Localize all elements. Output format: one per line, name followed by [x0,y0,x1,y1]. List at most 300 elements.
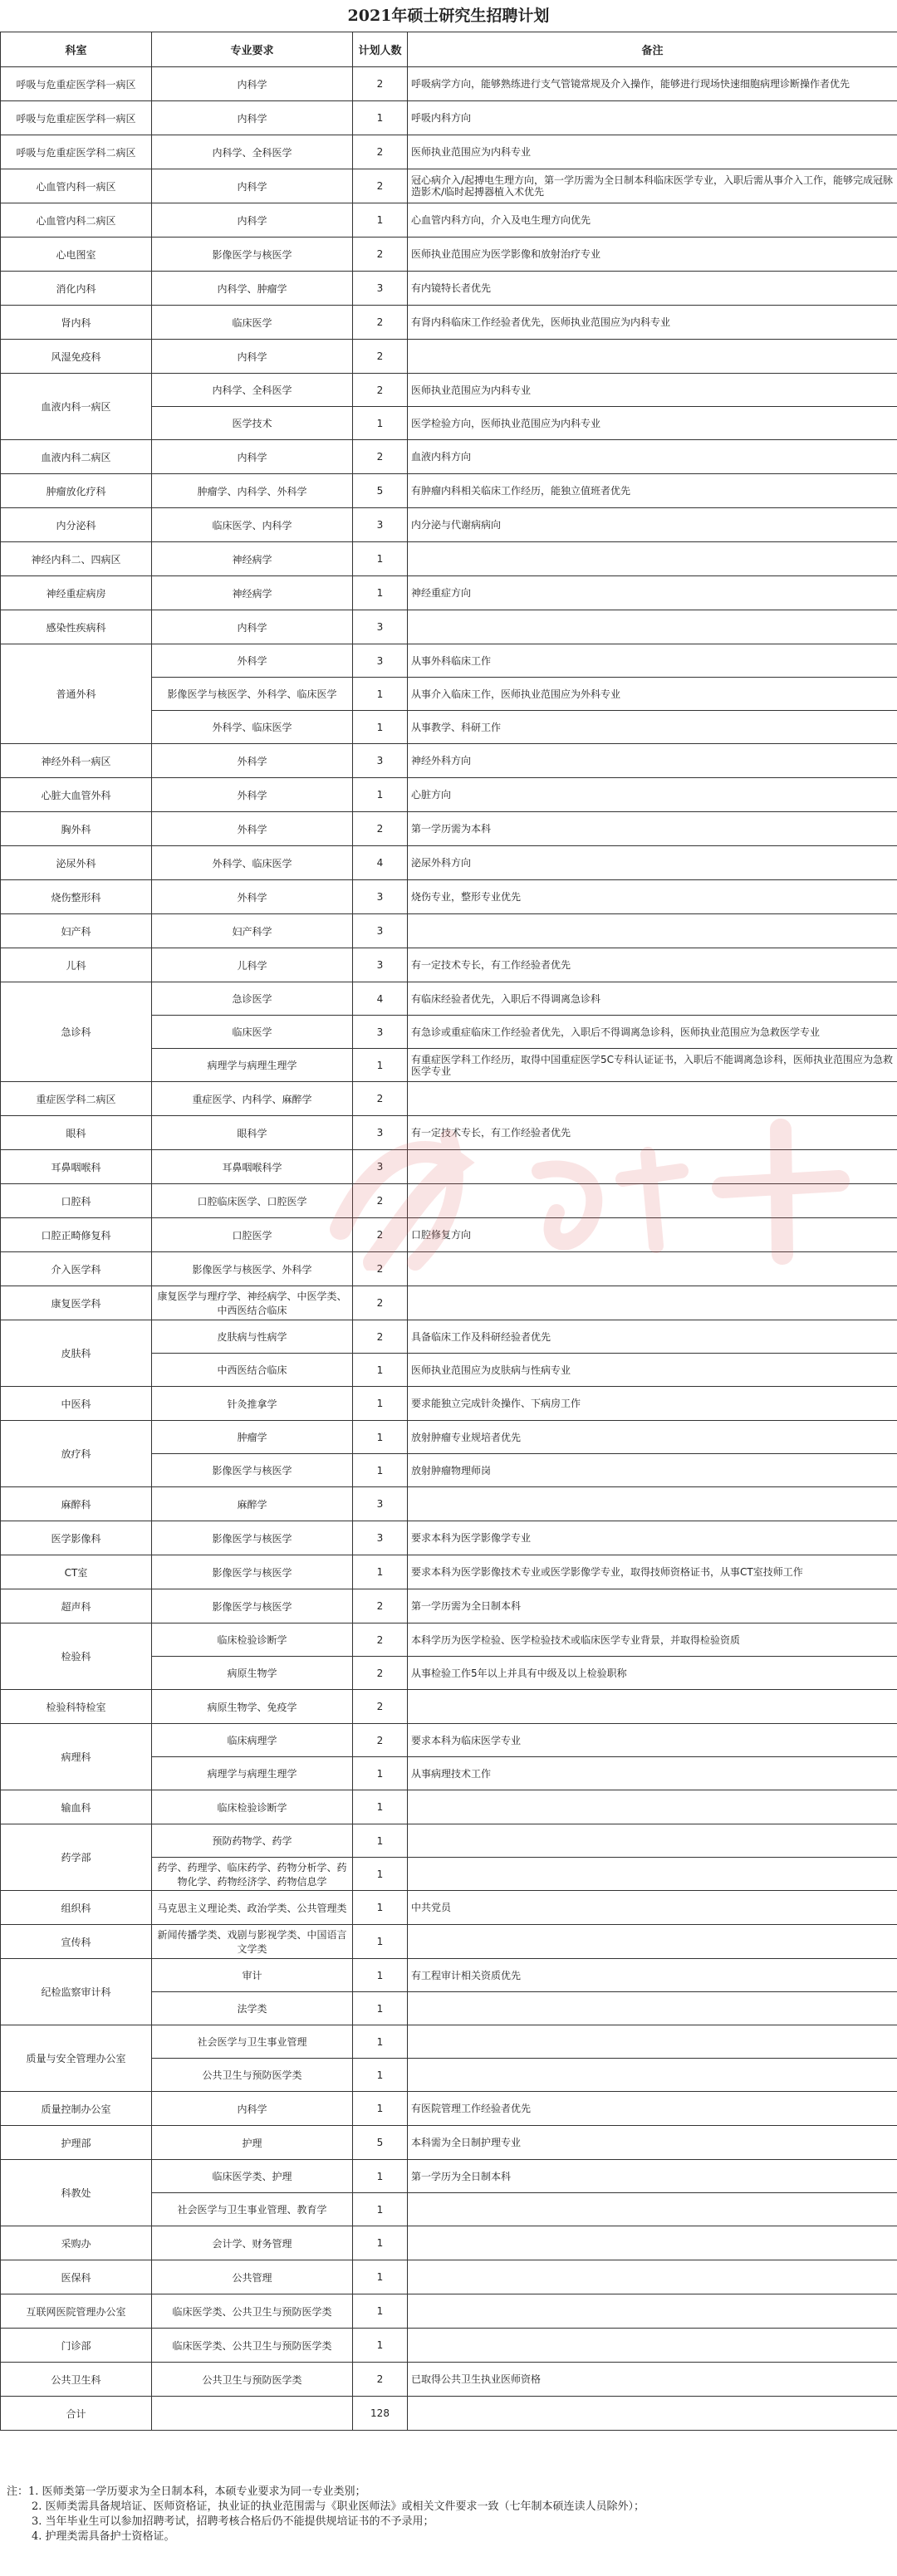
dept-cell: 组织科 [1,1891,152,1925]
dept-cell: 康复医学科 [1,1286,152,1320]
major-cell: 影像医学与核医学 [152,1555,353,1589]
count-cell: 1 [353,1049,408,1082]
dept-cell: 放疗科 [1,1421,152,1487]
table-row [1,1286,897,1320]
major-cell: 影像医学与核医学 [152,238,353,272]
major-cell: 审计 [152,1959,353,1992]
table-row [1,1252,897,1286]
major-cell: 公共卫生与预防医学类 [152,2363,353,2397]
count-cell: 5 [353,2126,408,2160]
major-cell: 临床医学 [152,1016,353,1049]
note-cell: 放射肿瘤专业规培者优先 [408,1421,897,1454]
count-cell: 1 [353,101,408,135]
note-cell: 有医院管理工作经验者优先 [408,2092,897,2126]
count-cell: 2 [353,374,408,407]
notes-section [0,2485,897,2544]
count-cell: 1 [353,1959,408,1992]
major-cell: 内科学 [152,203,353,238]
note-cell: 神经重症方向 [408,576,897,610]
table-row [1,744,897,778]
major-cell: 针灸推拿学 [152,1387,353,1421]
count-cell: 1 [353,1992,408,2025]
dept-cell: 超声科 [1,1589,152,1623]
note-cell: 呼吸病学方向，能够熟练进行支气管镜常规及介入操作，能够进行现场快速细胞病理诊断操作者优先 [408,67,897,101]
count-cell: 1 [353,1790,408,1824]
note-cell: 医师执业范围应为内科专业 [408,135,897,169]
count-cell: 2 [353,1082,408,1116]
count-cell: 1 [353,1421,408,1454]
major-cell: 内科学 [152,610,353,644]
note-cell [408,1690,897,1724]
count-cell: 2 [353,1320,408,1354]
table-row [1,1959,897,1992]
dept-cell: 儿科 [1,948,152,982]
table-row [1,1082,897,1116]
count-cell: 3 [353,1521,408,1555]
note-cell: 本科学历为医学检验、医学检验技术或临床医学专业背景，并取得检验资质 [408,1623,897,1657]
table-row [1,1387,897,1421]
major-cell: 影像医学与核医学 [152,1521,353,1555]
note-cell: 要求本科为医学影像学专业 [408,1521,897,1555]
count-cell: 1 [353,2160,408,2193]
table-row [1,778,897,812]
count-cell: 3 [353,272,408,306]
count-cell: 4 [353,846,408,880]
table-row [1,1891,897,1925]
table-row [1,1421,897,1454]
major-cell: 新闻传播学类、戏剧与影视学类、中国语言文学类 [152,1925,353,1959]
major-cell: 外科学 [152,644,353,678]
note-cell: 有临床经验者优先，入职后不得调离急诊科 [408,982,897,1016]
count-cell: 2 [353,135,408,169]
table-row [1,440,897,474]
table-row [1,2126,897,2160]
table-header-row [1,32,897,67]
table-row [1,67,897,101]
table-row [1,1790,897,1824]
note-cell: 口腔修复方向 [408,1218,897,1252]
count-cell: 1 [353,711,408,744]
dept-cell: 血液内科一病区 [1,374,152,440]
dept-cell: 妇产科 [1,914,152,948]
table-row [1,2092,897,2126]
major-cell: 神经病学 [152,542,353,576]
count-cell: 2 [353,67,408,101]
major-cell: 内科学 [152,440,353,474]
note-cell: 已取得公共卫生执业医师资格 [408,2363,897,2397]
dept-cell: 互联网医院管理办公室 [1,2294,152,2329]
major-cell: 内科学、全科医学 [152,374,353,407]
count-cell: 1 [353,2193,408,2226]
note-line: 4. 护理类需具备护士资格证。 [32,2530,175,2543]
count-cell: 2 [353,1286,408,1320]
count-cell: 1 [353,407,408,440]
note-cell [408,1992,897,2025]
dept-cell: 心脏大血管外科 [1,778,152,812]
note-cell: 神经外科方向 [408,744,897,778]
dept-cell: 肿瘤放化疗科 [1,474,152,508]
table-row [1,272,897,306]
note-cell: 第一学历为全日制本科 [408,2160,897,2193]
note-cell: 要求能独立完成针灸操作、下病房工作 [408,1387,897,1421]
note-cell [408,1184,897,1218]
note-cell: 第一学历需为本科 [408,812,897,846]
major-cell: 内科学 [152,101,353,135]
note-cell [408,2329,897,2363]
note-cell: 有肿瘤内科相关临床工作经历，能独立值班者优先 [408,474,897,508]
major-cell: 肿瘤学、内科学、外科学 [152,474,353,508]
dept-cell: 胸外科 [1,812,152,846]
note-cell [408,610,897,644]
major-cell: 马克思主义理论类、政治学类、公共管理类 [152,1891,353,1925]
table-row [1,1116,897,1150]
major-cell: 妇产科学 [152,914,353,948]
major-cell: 病理学与病理生理学 [152,1049,353,1082]
dept-cell: 耳鼻咽喉科 [1,1150,152,1184]
count-cell: 3 [353,948,408,982]
note-cell [408,1858,897,1891]
major-cell: 病原生物学 [152,1657,353,1690]
count-cell: 2 [353,1589,408,1623]
count-cell: 3 [353,1487,408,1521]
major-cell: 口腔医学 [152,1218,353,1252]
count-cell: 1 [353,1757,408,1790]
count-cell: 1 [353,1824,408,1858]
major-cell: 儿科学 [152,948,353,982]
table-row [1,474,897,508]
table-row [1,1589,897,1623]
dept-cell: 药学部 [1,1824,152,1891]
dept-cell: 重症医学科二病区 [1,1082,152,1116]
header-note: 备注 [408,32,897,67]
note-line: 3. 当年毕业生可以参加招聘考试，招聘考核合格后仍不能提供规培证书的不予录用； [32,2515,434,2528]
note-cell [408,542,897,576]
table-row [1,880,897,914]
note-cell [408,2059,897,2092]
header-major: 专业要求 [152,32,353,67]
note-cell: 烧伤专业，整形专业优先 [408,880,897,914]
count-cell: 1 [353,1555,408,1589]
table-row [1,914,897,948]
major-cell: 影像医学与核医学 [152,1454,353,1487]
note-cell: 有一定技术专长，有工作经验者优先 [408,1116,897,1150]
page-title: 2021年硕士研究生招聘计划 [347,7,550,25]
count-cell: 2 [353,1690,408,1724]
table-row [1,306,897,340]
note-cell: 医学检验方向，医师执业范围应为内科专业 [408,407,897,440]
note-cell: 要求本科为医学影像技术专业或医学影像学专业，取得技师资格证书，从事CT室技师工作 [408,1555,897,1589]
note-cell [408,2193,897,2226]
table-row [1,1320,897,1354]
major-cell: 临床医学、内科学 [152,508,353,542]
major-cell: 内科学、全科医学 [152,135,353,169]
table-row [1,644,897,678]
table-row [1,846,897,880]
note-cell [408,1824,897,1858]
count-cell: 2 [353,1724,408,1757]
table-row [1,2329,897,2363]
major-cell: 内科学 [152,2092,353,2126]
dept-cell: 神经内科二、四病区 [1,542,152,576]
major-cell: 影像医学与核医学 [152,1589,353,1623]
dept-cell: 宣传科 [1,1925,152,1959]
major-cell [152,2397,353,2431]
count-cell: 4 [353,982,408,1016]
count-cell: 1 [353,1454,408,1487]
table-row [1,1724,897,1757]
major-cell: 口腔临床医学、口腔医学 [152,1184,353,1218]
table-row [1,2260,897,2294]
dept-cell: 质量控制办公室 [1,2092,152,2126]
major-cell: 外科学 [152,744,353,778]
note-cell: 心血管内科方向，介入及电生理方向优先 [408,203,897,238]
count-cell: 5 [353,474,408,508]
note-cell: 有重症医学科工作经历，取得中国重症医学5C专科认证证书，入职后不能调离急诊科，医师执业范围应为急救医学专业 [408,1049,897,1082]
major-cell: 康复医学与理疗学、神经病学、中医学类、中西医结合临床 [152,1286,353,1320]
major-cell: 临床医学类、公共卫生与预防医学类 [152,2329,353,2363]
note-cell [408,914,897,948]
count-cell: 3 [353,880,408,914]
table-row [1,1218,897,1252]
header-count: 计划人数 [353,32,408,67]
major-cell: 耳鼻咽喉科学 [152,1150,353,1184]
major-cell: 影像医学与核医学、外科学、临床医学 [152,678,353,711]
table-row [1,1690,897,1724]
major-cell: 病原生物学、免疫学 [152,1690,353,1724]
table-row [1,982,897,1016]
count-cell: 2 [353,1252,408,1286]
count-cell: 1 [353,1387,408,1421]
dept-cell: 病理科 [1,1724,152,1790]
major-cell: 外科学、临床医学 [152,711,353,744]
major-cell: 重症医学、内科学、麻醉学 [152,1082,353,1116]
note-cell: 有急诊或重症临床工作经验者优先，入职后不得调离急诊科，医师执业范围应为急救医学专业 [408,1016,897,1049]
note-cell [408,1150,897,1184]
major-cell: 会计学、财务管理 [152,2226,353,2260]
note-cell: 第一学历需为全日制本科 [408,1589,897,1623]
dept-cell: 医学影像科 [1,1521,152,1555]
note-cell [408,2294,897,2329]
note-cell: 呼吸内科方向 [408,101,897,135]
note-cell: 本科需为全日制护理专业 [408,2126,897,2160]
major-cell: 中西医结合临床 [152,1354,353,1387]
major-cell: 外科学 [152,778,353,812]
dept-cell: 普通外科 [1,644,152,744]
dept-cell: 输血科 [1,1790,152,1824]
dept-cell: 神经重症病房 [1,576,152,610]
major-cell: 药学、药理学、临床药学、药物分析学、药物化学、药物经济学、药物信息学 [152,1858,353,1891]
major-cell: 外科学 [152,880,353,914]
note-cell: 具备临床工作及科研经验者优先 [408,1320,897,1354]
count-cell: 2 [353,2363,408,2397]
table-row [1,812,897,846]
dept-cell: 急诊科 [1,982,152,1082]
count-cell: 1 [353,778,408,812]
table-row [1,101,897,135]
major-cell: 外科学 [152,812,353,846]
major-cell: 影像医学与核医学、外科学 [152,1252,353,1286]
table-row [1,2397,897,2431]
note-cell: 放射肿瘤物理师岗 [408,1454,897,1487]
dept-cell: 风湿免疫科 [1,340,152,374]
major-cell: 内科学 [152,169,353,203]
dept-cell: 检验科 [1,1623,152,1690]
dept-cell: 皮肤科 [1,1320,152,1387]
table-row [1,1150,897,1184]
dept-cell: 口腔科 [1,1184,152,1218]
dept-cell: 公共卫生科 [1,2363,152,2397]
total-label-cell: 合计 [1,2397,152,2431]
table-row [1,1184,897,1218]
note-cell: 从事检验工作5年以上并具有中级及以上检验职称 [408,1657,897,1690]
note-cell: 医师执业范围应为医学影像和放射治疗专业 [408,238,897,272]
count-cell: 2 [353,812,408,846]
dept-cell: 呼吸与危重症医学科一病区 [1,67,152,101]
major-cell: 内科学 [152,67,353,101]
count-cell: 3 [353,914,408,948]
dept-cell: 消化内科 [1,272,152,306]
table-row [1,1824,897,1858]
major-cell: 预防药物学、药学 [152,1824,353,1858]
count-cell: 1 [353,1925,408,1959]
header-dept: 科室 [1,32,152,67]
note-cell: 中共党员 [408,1891,897,1925]
major-cell: 外科学、临床医学 [152,846,353,880]
table-row [1,948,897,982]
count-cell: 3 [353,508,408,542]
count-cell: 2 [353,440,408,474]
dept-cell: 心血管内科一病区 [1,169,152,203]
count-cell: 2 [353,306,408,340]
table-row [1,1487,897,1521]
count-cell: 3 [353,644,408,678]
count-cell: 3 [353,1116,408,1150]
note-cell: 心脏方向 [408,778,897,812]
note-cell [408,2226,897,2260]
table-row [1,374,897,407]
dept-cell: 护理部 [1,2126,152,2160]
major-cell: 护理 [152,2126,353,2160]
major-cell: 急诊医学 [152,982,353,1016]
total-count-cell: 128 [353,2397,408,2431]
table-row [1,1925,897,1959]
table-row [1,1623,897,1657]
major-cell: 社会医学与卫生事业管理、教育学 [152,2193,353,2226]
count-cell: 2 [353,1184,408,1218]
note-cell [408,2025,897,2059]
table-row [1,542,897,576]
dept-cell: CT室 [1,1555,152,1589]
dept-cell: 血液内科二病区 [1,440,152,474]
table-row [1,135,897,169]
count-cell: 1 [353,2329,408,2363]
count-cell: 1 [353,2059,408,2092]
count-cell: 1 [353,2226,408,2260]
major-cell: 临床检验诊断学 [152,1790,353,1824]
count-cell: 2 [353,1657,408,1690]
major-cell: 神经病学 [152,576,353,610]
note-cell [408,2260,897,2294]
note-cell: 泌尿外科方向 [408,846,897,880]
count-cell: 1 [353,2025,408,2059]
table-row [1,576,897,610]
major-cell: 公共卫生与预防医学类 [152,2059,353,2092]
major-cell: 眼科学 [152,1116,353,1150]
count-cell: 1 [353,542,408,576]
note-cell [408,1082,897,1116]
dept-cell: 内分泌科 [1,508,152,542]
count-cell: 1 [353,203,408,238]
dept-cell: 心血管内科二病区 [1,203,152,238]
note-cell: 冠心病介入/起搏电生理方向，第一学历需为全日制本科临床医学专业，入职后需从事介入工作，能够完成冠脉造影术/临时起搏器植入术优先 [408,169,897,203]
count-cell: 2 [353,340,408,374]
table-row [1,1521,897,1555]
dept-cell: 眼科 [1,1116,152,1150]
table-row [1,2363,897,2397]
count-cell: 1 [353,1354,408,1387]
note-cell [408,2397,897,2431]
note-cell [408,340,897,374]
count-cell: 2 [353,1623,408,1657]
table-row [1,2226,897,2260]
dept-cell: 心电图室 [1,238,152,272]
major-cell: 临床检验诊断学 [152,1623,353,1657]
note-line: 2. 医师类需具备规培证、医师资格证，执业证的执业范围需与《职业医师法》或相关文件要求一致（七年制本硕连读人员除外）； [32,2500,645,2513]
note-cell: 从事教学、科研工作 [408,711,897,744]
count-cell: 1 [353,2294,408,2329]
table-row [1,169,897,203]
dept-cell: 烧伤整形科 [1,880,152,914]
major-cell: 皮肤病与性病学 [152,1320,353,1354]
count-cell: 2 [353,169,408,203]
count-cell: 1 [353,2092,408,2126]
dept-cell: 介入医学科 [1,1252,152,1286]
dept-cell: 医保科 [1,2260,152,2294]
major-cell: 内科学 [152,340,353,374]
table-row [1,508,897,542]
table-row [1,2025,897,2059]
dept-cell: 纪检监察审计科 [1,1959,152,2025]
note-cell: 有内镜特长者优先 [408,272,897,306]
note-cell: 有肾内科临床工作经验者优先，医师执业范围应为内科专业 [408,306,897,340]
table-row [1,203,897,238]
count-cell: 1 [353,678,408,711]
count-cell: 1 [353,2260,408,2294]
note-cell: 从事介入临床工作，医师执业范围应为外科专业 [408,678,897,711]
major-cell: 肿瘤学 [152,1421,353,1454]
dept-cell: 科教处 [1,2160,152,2226]
table-row [1,610,897,644]
note-cell: 要求本科为临床医学专业 [408,1724,897,1757]
dept-cell: 检验科特检室 [1,1690,152,1724]
count-cell: 2 [353,1218,408,1252]
dept-cell: 门诊部 [1,2329,152,2363]
major-cell: 公共管理 [152,2260,353,2294]
note-cell: 医师执业范围应为皮肤病与性病专业 [408,1354,897,1387]
dept-cell: 麻醉科 [1,1487,152,1521]
count-cell: 3 [353,1016,408,1049]
table-row [1,2160,897,2193]
major-cell: 临床医学 [152,306,353,340]
note-cell: 从事病理技术工作 [408,1757,897,1790]
major-cell: 麻醉学 [152,1487,353,1521]
note-cell [408,1252,897,1286]
major-cell: 病理学与病理生理学 [152,1757,353,1790]
count-cell: 1 [353,576,408,610]
table-row [1,1555,897,1589]
recruitment-table [0,32,897,2431]
note-line: 注：1. 医师类第一学历要求为全日制本科，本硕专业要求为同一专业类别； [7,2485,366,2498]
